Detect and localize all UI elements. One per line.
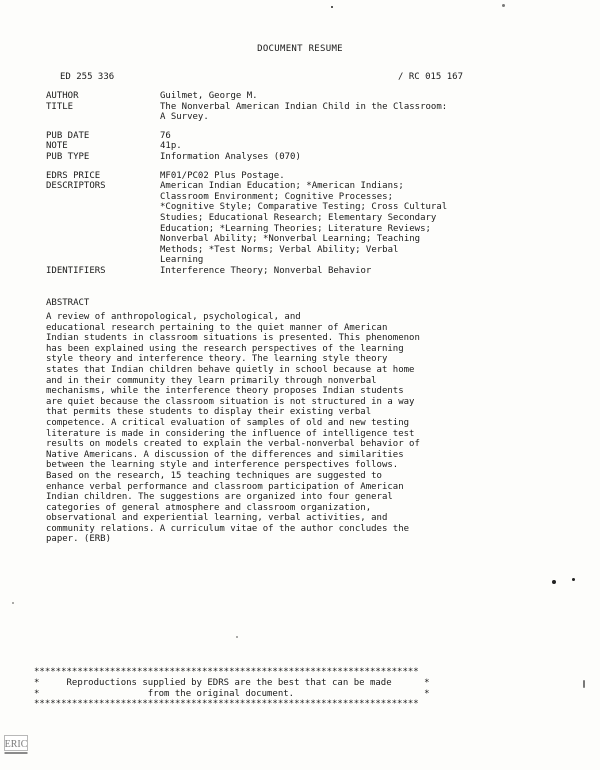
field-label: IDENTIFIERS xyxy=(46,265,106,276)
abstract-label: ABSTRACT xyxy=(46,298,90,308)
field-value: Information Analyses (070) xyxy=(160,151,301,162)
field-value: The Nonverbal American Indian Child in the Classroom: A Survey. xyxy=(160,101,448,123)
field-value: Guilmet, George M. xyxy=(160,91,258,101)
field-gap xyxy=(46,163,566,171)
reproduction-notice-line-2: * from the original document. * xyxy=(34,688,430,699)
notice-border-top: *********************************************************************** xyxy=(34,667,419,677)
field-label: PUB TYPE xyxy=(46,151,90,162)
scan-speck xyxy=(12,602,14,604)
field-row xyxy=(46,102,566,123)
field-row xyxy=(46,171,566,182)
field-row xyxy=(46,266,566,277)
field-label: PUB DATE xyxy=(46,130,90,141)
scan-speck xyxy=(502,4,505,7)
field-row xyxy=(46,152,566,163)
scan-speck xyxy=(331,6,333,8)
abstract-text: A review of anthropological, psychological, and educational research pertaining to the quiet manner of American Indian students in classroom situations is presented. This phenomenon has been explained using the research perspectives of the learning style theory and interference theory. The learning style theory states that Indian children behave quietly in school because at home and in their community they learn primarily through nonverbal mechanisms, while the interference theory proposes Indian students are quiet because the classroom situation is not structured in a way that permits these students to display their existing verbal competence. A critical evaluation of samples of old and new testing literature is made in considering the influence of intelligence test results on models created to explain the verbal-nonverbal behavior of Native Americans. A discussion of the differences and similarities between the learning style and interference perspectives follows. Based on the research, 15 teaching techniques are suggested to enhance verbal performance and classroom participation of American Indian children. The suggestions are organized into four general categories of general atmosphere and classroom organization, observational and experiential learning, verbal activities, and community relations. A curriculum vitae of the author concludes the paper. (ERB) xyxy=(46,312,420,545)
eric-logo-text: ERIC xyxy=(4,739,28,750)
field-label: AUTHOR xyxy=(46,91,79,101)
document-title: DOCUMENT RESUME xyxy=(257,44,343,54)
scan-speck xyxy=(552,580,556,584)
field-gap xyxy=(46,123,566,131)
field-row xyxy=(46,141,566,152)
field-value: American Indian Education; *American Indians; Classroom Environment; Cognitive Processes; *Cognitive Style; Comparative Testing; Cross Cultural Studies; Educational Research; Elementary Secondary Education; *Learning Theories; Literature Reviews; Nonverbal Ability; *Nonverbal Learning; Teaching Methods; *Test Norms; Verbal Ability; Verbal Learning xyxy=(160,181,448,266)
notice-border-bottom: *********************************************************************** xyxy=(34,699,419,709)
field-value: 41p. xyxy=(160,141,182,152)
field-label: TITLE xyxy=(46,101,74,112)
field-label: DESCRIPTORS xyxy=(46,181,106,192)
eric-logo-icon xyxy=(4,735,28,757)
ed-number: ED 255 336 xyxy=(60,72,115,82)
scan-speck xyxy=(572,578,575,581)
scan-speck xyxy=(236,636,238,638)
field-label: EDRS PRICE xyxy=(46,170,101,181)
rc-number: / RC 015 167 xyxy=(398,72,464,82)
field-row xyxy=(46,131,566,142)
field-label: NOTE xyxy=(46,141,68,152)
field-value: MF01/PC02 Plus Postage. xyxy=(160,170,285,181)
field-value: 76 xyxy=(160,130,171,141)
reproduction-notice-line-1: * Reproductions supplied by EDRS are the best that can be made * xyxy=(34,678,430,688)
field-value: Interference Theory; Nonverbal Behavior xyxy=(160,265,372,276)
eric-logo-graphic xyxy=(4,735,28,757)
field-row xyxy=(46,181,566,266)
metadata-fields xyxy=(46,91,566,277)
scan-speck xyxy=(583,680,585,688)
field-row xyxy=(46,91,566,102)
